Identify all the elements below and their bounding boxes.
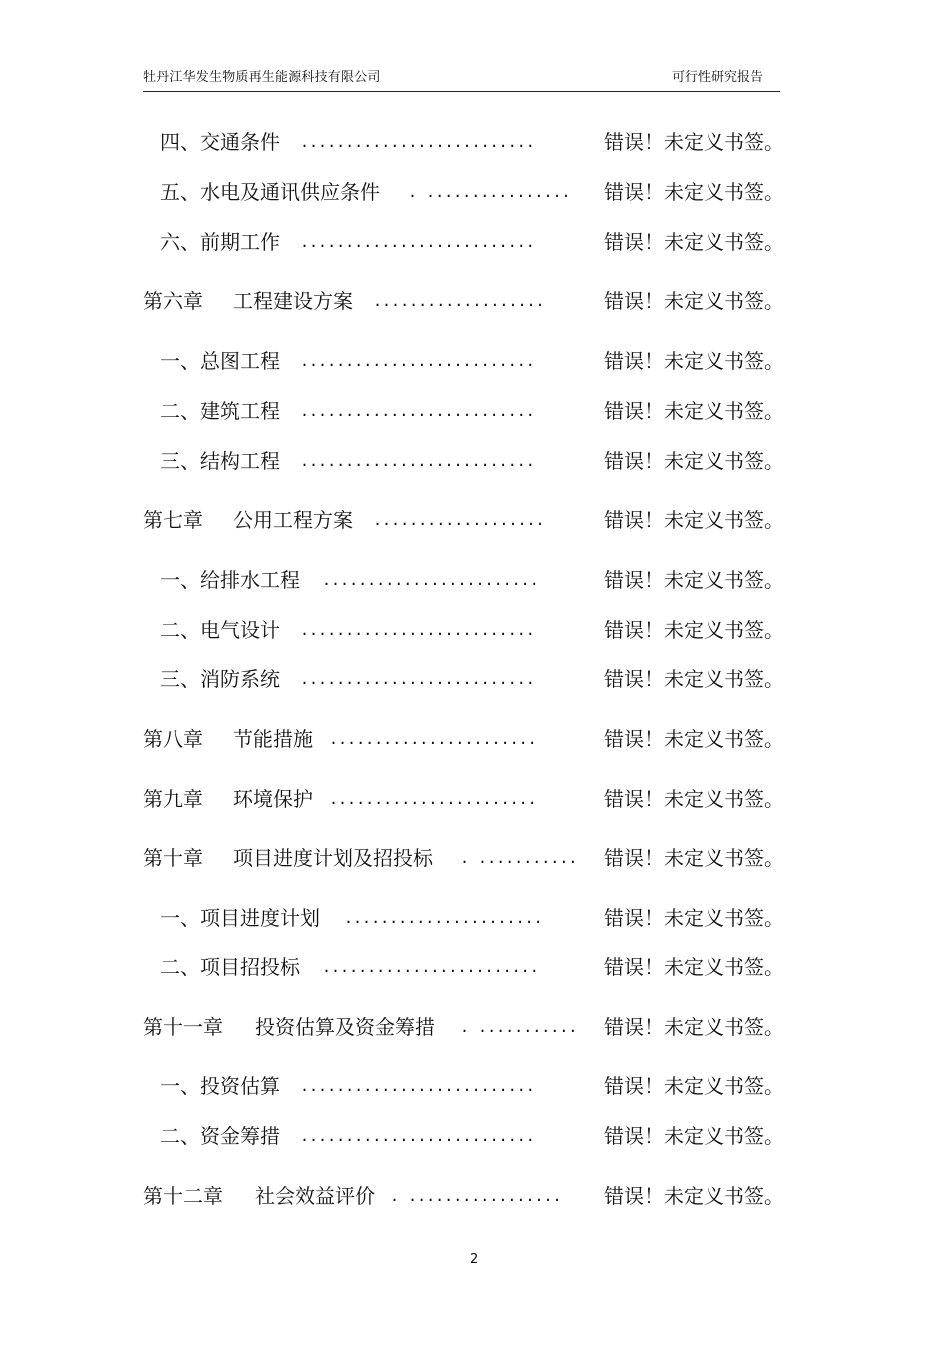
- toc-entry-title: 二、电气设计: [160, 618, 280, 642]
- toc-chapter-entry[interactable]: [0, 784, 950, 814]
- toc-page-ref: 错误！未定义书签。: [604, 618, 784, 642]
- toc-leader-dots: ..........................: [300, 1077, 535, 1095]
- toc-page-ref: 错误！未定义书签。: [604, 846, 784, 870]
- toc-leader-dots: ..........................: [300, 133, 535, 151]
- toc-entry-title: 一、投资估算: [160, 1074, 280, 1098]
- toc-leader-dots: .......................: [329, 790, 537, 808]
- toc-entry-title: 社会效益评价: [255, 1184, 375, 1208]
- toc-entry-title: 环境保护: [233, 787, 313, 811]
- toc-chapter-entry[interactable]: [0, 724, 950, 754]
- toc-entry-title: 四、交通条件: [160, 130, 280, 154]
- toc-leader-dots: . ...........: [460, 1018, 578, 1036]
- toc-leader-dots: ........................: [322, 571, 539, 589]
- toc-chapter-entry[interactable]: [0, 1012, 950, 1042]
- toc-page-ref: 错误！未定义书签。: [604, 667, 784, 691]
- toc-chapter-number: 第十一章: [143, 1015, 223, 1039]
- toc-page-ref: 错误！未定义书签。: [604, 508, 784, 532]
- toc-entry-title: 节能措施: [233, 727, 313, 751]
- toc-leader-dots: ...................: [373, 292, 545, 310]
- toc-chapter-number: 第十章: [143, 846, 203, 870]
- toc-leader-dots: . ................: [408, 183, 571, 201]
- toc-leader-dots: ..........................: [300, 670, 535, 688]
- toc-entry-title: 六、前期工作: [160, 230, 280, 254]
- toc-page-ref: 错误！未定义书签。: [604, 449, 784, 473]
- toc-leader-dots: ..........................: [300, 621, 535, 639]
- toc-page-ref: 错误！未定义书签。: [604, 906, 784, 930]
- toc-leader-dots: ..........................: [300, 233, 535, 251]
- toc-chapter-number: 第八章: [143, 727, 203, 751]
- toc-page-ref: 错误！未定义书签。: [604, 399, 784, 423]
- toc-entry[interactable]: [0, 227, 950, 257]
- toc-page-ref: 错误！未定义书签。: [604, 130, 784, 154]
- toc-leader-dots: ..........................: [300, 402, 535, 420]
- toc-entry[interactable]: [0, 446, 950, 476]
- toc-chapter-number: 第九章: [143, 787, 203, 811]
- toc-entry-title: 公用工程方案: [233, 508, 353, 532]
- toc-page-ref: 错误！未定义书签。: [604, 230, 784, 254]
- toc-entry[interactable]: [0, 1071, 950, 1101]
- toc-leader-dots: ..........................: [300, 452, 535, 470]
- toc-page-ref: 错误！未定义书签。: [604, 727, 784, 751]
- toc-page-ref: 错误！未定义书签。: [604, 349, 784, 373]
- toc-page-ref: 错误！未定义书签。: [604, 1184, 784, 1208]
- toc-entry[interactable]: [0, 952, 950, 982]
- toc-entry-title: 二、建筑工程: [160, 399, 280, 423]
- toc-entry[interactable]: [0, 127, 950, 157]
- toc-entry-title: 一、给排水工程: [160, 568, 300, 592]
- toc-entry[interactable]: [0, 177, 950, 207]
- toc-entry-title: 一、项目进度计划: [160, 906, 320, 930]
- toc-leader-dots: ..........................: [300, 352, 535, 370]
- toc-entry-title: 三、消防系统: [160, 667, 280, 691]
- toc-leader-dots: . ...........: [460, 849, 578, 867]
- toc-entry[interactable]: [0, 615, 950, 645]
- toc-leader-dots: ......................: [344, 909, 543, 927]
- toc-chapter-entry[interactable]: [0, 843, 950, 873]
- toc-page-ref: 错误！未定义书签。: [604, 568, 784, 592]
- toc-leader-dots: ........................: [322, 958, 539, 976]
- header-company: 牡丹江华发生物质再生能源科技有限公司: [143, 70, 381, 85]
- toc-entry[interactable]: [0, 1121, 950, 1151]
- toc-leader-dots: . .................: [390, 1187, 562, 1205]
- toc-entry[interactable]: [0, 903, 950, 933]
- toc-page-ref: 错误！未定义书签。: [604, 180, 784, 204]
- header-doc-type: 可行性研究报告: [672, 70, 764, 85]
- toc-entry-title: 五、水电及通讯供应条件: [160, 180, 380, 204]
- toc-chapter-number: 第十二章: [143, 1184, 223, 1208]
- toc-chapter-entry[interactable]: [0, 1181, 950, 1211]
- toc-leader-dots: .......................: [329, 730, 537, 748]
- header-rule: [143, 91, 780, 92]
- toc-entry-title: 项目进度计划及招投标: [233, 846, 433, 870]
- toc-leader-dots: ...................: [373, 511, 545, 529]
- toc-page-ref: 错误！未定义书签。: [604, 1015, 784, 1039]
- toc-page-ref: 错误！未定义书签。: [604, 1124, 784, 1148]
- toc-entry-title: 三、结构工程: [160, 449, 280, 473]
- toc-page-ref: 错误！未定义书签。: [604, 955, 784, 979]
- toc-entry-title: 二、资金筹措: [160, 1124, 280, 1148]
- toc-entry-title: 投资估算及资金筹措: [255, 1015, 435, 1039]
- toc-entry-title: 一、总图工程: [160, 349, 280, 373]
- toc-entry-title: 工程建设方案: [233, 289, 353, 313]
- toc-chapter-entry[interactable]: [0, 286, 950, 316]
- toc-entry[interactable]: [0, 565, 950, 595]
- toc-entry-title: 二、项目招投标: [160, 955, 300, 979]
- toc-entry[interactable]: [0, 346, 950, 376]
- toc-chapter-number: 第七章: [143, 508, 203, 532]
- toc-leader-dots: ..........................: [300, 1127, 535, 1145]
- toc-page-ref: 错误！未定义书签。: [604, 1074, 784, 1098]
- toc-page-ref: 错误！未定义书签。: [604, 289, 784, 313]
- toc-page-ref: 错误！未定义书签。: [604, 787, 784, 811]
- toc-chapter-number: 第六章: [143, 289, 203, 313]
- toc-chapter-entry[interactable]: [0, 505, 950, 535]
- toc-entry[interactable]: [0, 664, 950, 694]
- toc-entry[interactable]: [0, 396, 950, 426]
- page-number: 2: [470, 1252, 479, 1267]
